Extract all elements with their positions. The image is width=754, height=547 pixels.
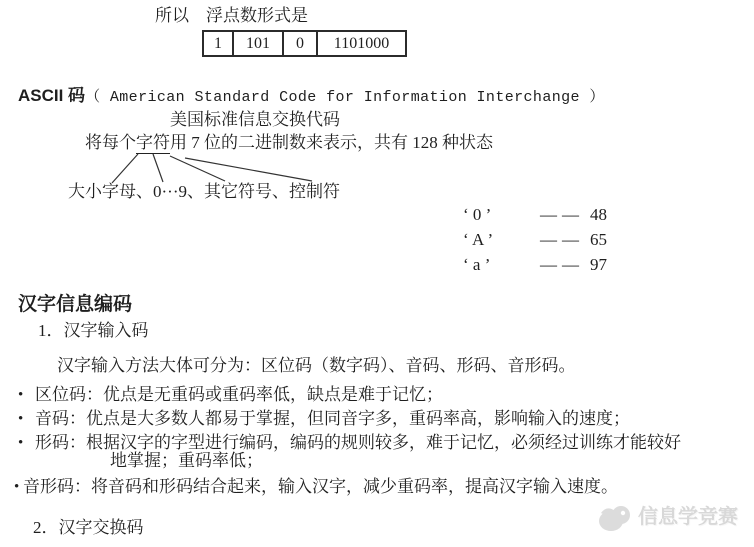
bullet-icon: • <box>18 435 24 451</box>
ascii-term-english: （ American Standard Code for Information Interchange ） <box>85 89 605 106</box>
hanzi-section-heading: 汉字信息编码 <box>18 294 133 315</box>
bullet-text: 音形码：将音码和形码结合起来，输入汉字，减少重码率，提高汉字输入速度。 <box>23 477 618 496</box>
fan-line <box>185 158 312 181</box>
bullet-text: 音码：优点是大多数人都易于掌握，但同音字多，重码率高，影响输入的速度； <box>35 409 630 428</box>
example-code: 65 <box>590 229 607 249</box>
ascii-desc-pre: 将每个 <box>85 133 136 152</box>
bullet-xingma <box>18 433 681 453</box>
bullet-yinxingma <box>14 477 618 497</box>
bullet-icon: • <box>18 387 24 403</box>
table-cell-mantissa: 1101000 <box>316 32 405 55</box>
bullet-icon: • <box>18 411 24 427</box>
fan-line <box>153 154 163 182</box>
ascii-translation: 美国标准信息交换代码 <box>170 110 340 129</box>
example-char: ‘ A ’ <box>463 229 494 249</box>
ascii-example-row <box>463 252 607 277</box>
ascii-categories: 大小字母、0···9、其它符号、控制符 <box>68 182 340 201</box>
example-code: 48 <box>590 204 607 224</box>
example-dash: —— <box>540 204 584 224</box>
example-code: 97 <box>590 254 607 274</box>
ascii-desc-post: 用 7 位的二进制数来表示，共有 128 种状态 <box>170 133 493 152</box>
table-cell-exponent: 101 <box>232 32 282 55</box>
bullet-yinma <box>18 409 630 429</box>
ascii-example-row <box>463 202 607 227</box>
hanzi-item1: 1．汉字输入码 <box>38 321 149 340</box>
ascii-examples <box>463 202 607 277</box>
fan-line <box>112 154 138 183</box>
float-format-table <box>202 30 407 57</box>
ascii-desc-underlined: 字符 <box>136 133 170 152</box>
table-cell-mantissa-sign: 0 <box>282 32 316 55</box>
bullet-text: 区位码：优点是无重码或重码率低，缺点是难于记忆； <box>35 385 443 404</box>
bullet-icon: • <box>14 479 20 495</box>
ascii-term: ASCII 码 <box>18 86 86 105</box>
ascii-example-row <box>463 227 607 252</box>
hanzi-item2: 2．汉字交换码 <box>33 518 144 537</box>
penguin-logo-icon <box>597 503 635 533</box>
ascii-heading-line <box>18 86 605 108</box>
bullet-text: 形码：根据汉字的字型进行编码，编码的规则较多，难于记忆，必须经过训练才能较好 <box>35 433 681 452</box>
float-format-lead: 所以 浮点数形式是 <box>155 6 308 25</box>
hanzi-intro: 汉字输入方法大体可分为：区位码（数字码）、音码、形码、音形码。 <box>57 356 576 375</box>
example-char: ‘ a ’ <box>463 254 491 274</box>
table-cell-sign: 1 <box>214 34 222 52</box>
bullet-xingma-continuation: 地掌握；重码率低； <box>110 451 263 470</box>
example-dash: —— <box>540 229 584 249</box>
bullet-quwei <box>18 385 443 405</box>
watermark-label: 信息学竞赛 <box>638 506 738 528</box>
example-dash: —— <box>540 254 584 274</box>
example-char: ‘ 0 ’ <box>463 204 492 224</box>
